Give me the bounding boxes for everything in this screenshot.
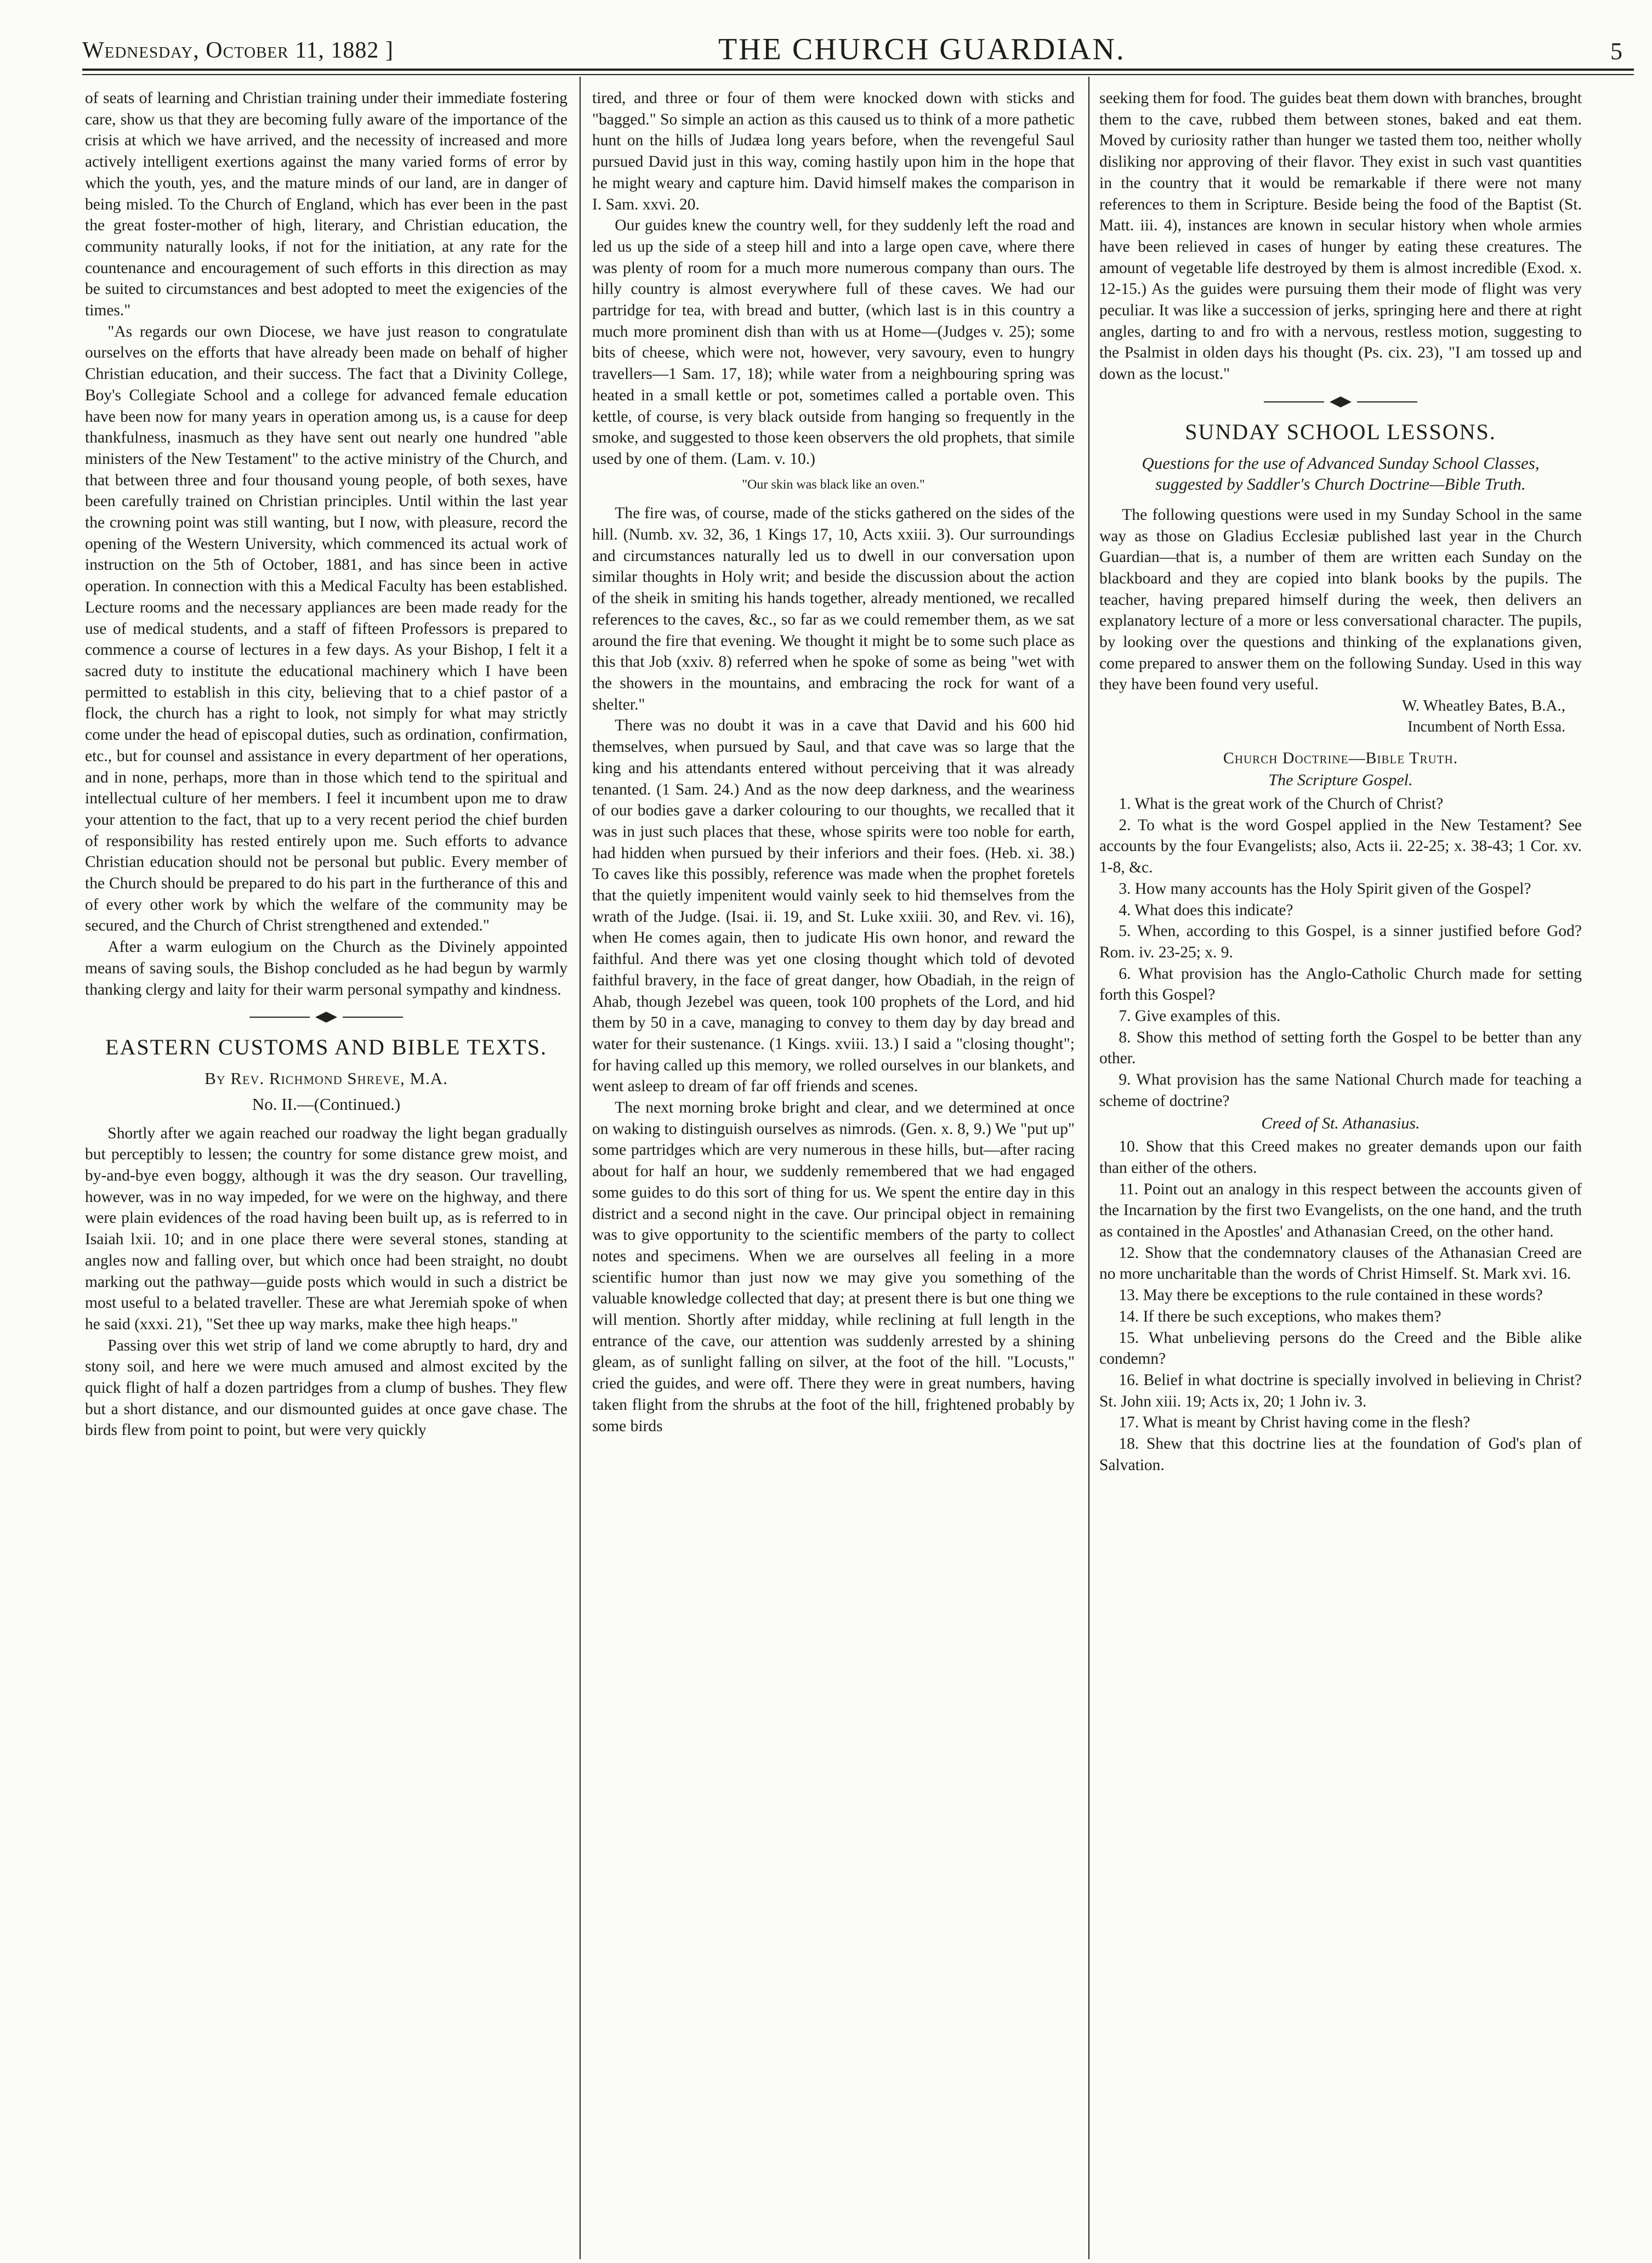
author-signature: W. Wheatley Bates, B.A., xyxy=(1401,697,1565,715)
question-item: 18. Shew that this doctrine lies at the foundation of God's plan of Salvation. xyxy=(1099,1435,1582,1474)
question-item: 11. Point out an analogy in this respect between the accounts given of the Incarnation by the first two Evangelists, on the one hand, and the truth as contained in the Apostles' and Athanasian Creed, on the other hand. xyxy=(1099,1180,1582,1241)
page-header xyxy=(82,22,1639,82)
question-item: 3. How many accounts has the Holy Spirit given of the Gospel? xyxy=(1119,880,1531,898)
column-2 xyxy=(592,88,1075,2254)
question-item: 17. What is meant by Christ having come in the flesh? xyxy=(1119,1414,1471,1432)
paragraph: "As regards our own Diocese, we have just reason to congratulate ourselves on the efforts that have already been made on behalf of higher Christian education, and their success. The fact that a Divinity College, Boy's Collegiate School and a college for advanced female education have been now for many years in operation among us, is a cause for deep thankfulness, inasmuch as they have sent out nearly one hundred "able ministers of the New Testament" to the active ministry of the Church, and that between three and four thousand young people, of both sexes, have been carefully trained on Christian principles. Until within the last year the crowning point was still wanting, but I now, with pleasure, record the opening of the Western University, which commenced its actual work of instruction on the 5th of October, 1881, and has since been in active operation. In connection with this a Medical Faculty has been established. Lecture rooms and the necessary appliances are been made ready for the use of medical students, and a staff of fifteen Professors is prepared to commence a course of lectures in a few days. As your Bishop, I felt it a sacred duty to institute the educational machinery which I have been permitted to establish in this city, believing that to a chief pastor of a flock, the church has a right to look, not simply for what may strictly come under the head of episcopal duties, such as ordination, confirmation, etc., but for counsel and assistance in every department of her operations, and in none, perhaps, more than in those which tend to the spiritual and intellectual culture of her members. I feel it incumbent upon me to draw your attention to the fact, that up to a very recent period the chief burden of responsibility has rested entirely upon me. Such efforts to advance Christian education should not be personal but public. Every member of the Church should be prepared to do his part in the furtherance of this and of every other work by which the welfare of the community may be secured, and the Church of Christ strengthened and extended." xyxy=(85,322,567,935)
paragraph: The next morning broke bright and clear, and we determined at once on waking to distinguish ourselves as nimrods. (Gen. x. 8, 9.) We "put up" some partridges which are very numerous in these hills, but—after racing about for half an hour, we suddenly remembered that we had engaged some guides to do this sort of thing for us. We spent the entire day in this district and a second night in the cave. Our principal object in remaining was to give opportunity to the scientific members of the party to collect notes and specimens. When we are ourselves all feeling in a more scientific humor than just now we may give you something of the valuable knowledge collected that day; at present there is but one thing we will mention. Shortly after midday, while reclining at full length in the entrance of the cave, our attention was suddenly arrested by a shining gleam, as of sunlight falling on silver, at the foot of the hill. "Locusts," cried the guides, and were off. There they were in great numbers, having taken flight from the shrubs at the foot of the hill, frightened probably by some birds xyxy=(592,1099,1075,1435)
paragraph: The following questions were used in my Sunday School in the same way as those on Gladius Ecclesiæ published last year in the Church Guardian—that is, a number of them are written each Sunday on the blackboard and they are copied into blank books by the pupils. The teacher, having prepared himself during the week, then delivers an explanatory lecture of a more or less conversational character. The pupils, by looking over the questions and thinking of the explanations given, come prepared to answer them on the following Sunday. Used in this way they have been found very useful. xyxy=(1099,506,1582,694)
quotation: "Our skin was black like an oven." xyxy=(742,477,925,492)
issue-date: Wednesday, October 11, 1882 ] xyxy=(82,38,394,63)
question-item: 6. What provision has the Anglo-Catholic Church made for setting forth this Gospel? xyxy=(1099,965,1582,1004)
question-item: 14. If there be such exceptions, who makes them? xyxy=(1119,1307,1441,1325)
paragraph: There was no doubt it was in a cave that David and his 600 hid themselves, when pursued by Saul, and that cave was so large that the king and his attendants entered without perceiving that it was already tenanted. (1 Sam. 24.) And as the now deep darkness, and the weariness of our bodies gave a darker colouring to our thoughts, we recalled that it was in just such places that these, whose spirits were too noble for earth, had hidden when pursued by their inferiors and their foes. (Heb. xi. 38.) To caves like this possibly, reference was made when the prophet foretels that the quietly impenitent would vainly seek to hid themselves from the wrath of the Judge. (Isai. ii. 19, and St. Luke xxiii. 30, and Rev. vi. 16), when He comes again, then to judicate His own honor, and reward the faithful. And there was yet one closing thought which told of devoted faithful bravery, in the face of great danger, how Obadiah, in the reign of Ahab, though Jezebel was queen, took 100 prophets of the Lord, and hid them by 50 in a cave, managing to convey to them day by day bread and water for their sustenance. (1 Kings. xviii. 13.) I said a "closing thought"; for having called up this memory, we rolled ourselves in our blankets, and went asleep to dream of far off friends and scenes. xyxy=(592,717,1075,1096)
paragraph: tired, and three or four of them were knocked down with sticks and "bagged." So simple an action as this caused us to think of a more pathetic hunt on the hills of Judæa long years before, when the revengeful Saul pursued David just in this way, coming hastily upon him in the hope that he might weary and capture him. David himself makes the comparison in I. Sam. xxvi. 20. xyxy=(592,89,1075,213)
column-divider-1 xyxy=(580,77,581,2259)
article-heading: SUNDAY SCHOOL LESSONS. xyxy=(1185,419,1496,444)
paragraph: Shortly after we again reached our roadway the light began gradually but perceptibly to lessen; the country for some distance grew moist, and by-and-bye even boggy, although it was the dry season. Our travelling, however, was in no way impeded, for we were on the highway, and there were plain evidences of the road having been built up, as is referred to in Isaiah lxii. 10; and in one place there were several stones, standing at angles now and falling over, but which once had been straight, no doubt marking out the pathway—guide posts which would in such a district be most useful to a belated traveller. These are what Jeremiah spoke of when he said (xxxi. 21), "Set thee up way marks, make thee high heaps." xyxy=(85,1124,567,1333)
column-divider-2 xyxy=(1088,77,1089,2259)
article-part: No. II.—(Continued.) xyxy=(252,1094,401,1114)
paragraph: Passing over this wet strip of land we come abruptly to hard, dry and stony soil, and here we were much amused and almost excited by the quick flight of half a dozen partridges from a clump of bushes. They flew but a short distance, and our dismounted guides at once gave chase. The birds flew from point to point, but were very quickly xyxy=(85,1336,567,1439)
masthead-title: THE CHURCH GUARDIAN. xyxy=(718,32,1126,66)
paragraph: Our guides knew the country well, for they suddenly left the road and led us up the side of a steep hill and into a large open cave, where there was plenty of room for a much more numerous company than ours. The hilly country is almost everywhere full of these caves. We had our partridge for tea, with bread and butter, (which last is in this country a much more prominent dish than with us at Home—(Judges v. 25); some bits of cheese, which were not, however, very savoury, even to hungry travellers—1 Sam. 17, 18); while water from a neighbouring spring was heated in a small kettle or pot, sometimes called a portable oven. This kettle, of course, is very black outside from hanging so frequently in the smoke, and suggested to those keen observers the old prophets, that simile used by one of them. (Lam. v. 10.) xyxy=(592,217,1075,468)
author-title: Incumbent of North Essa. xyxy=(1407,718,1565,735)
paragraph: seeking them for food. The guides beat them down with branches, brought them to the cave, rubbed them between stones, baked and eat them. Moved by curiosity rather than hunger we tasted them too, neither wholly disliking nor approving of their flavor. They exist in such vast quantities in the country that it would be remarkable if there were not many references to them in Scripture. Beside being the food of the Baptist (St. Matt. iii. 4), instances are known in secular history when whole armies have been relieved in cases of hunger by eating these creatures. The amount of vegetable life destroyed by them is almost incredible (Exod. x. 12-15.) As the guides were pursuing them their mode of flight was very peculiar. It was like a succession of jerks, springing here and there at right angles, darting to and fro with a nervous, restless motion, suggesting to the Psalmist in olden days his thought (Ps. cix. 23), "I am tossed up and down as the locust." xyxy=(1099,89,1582,383)
header-rule-thick xyxy=(82,69,1634,71)
question-item: 9. What provision has the same National Church made for teaching a scheme of doctrine? xyxy=(1099,1071,1582,1110)
question-item: 15. What unbelieving persons do the Creed and the Bible alike condemn? xyxy=(1099,1329,1582,1368)
paragraph: The fire was, of course, made of the sticks gathered on the sides of the hill. (Numb. xv. 32, 36, 1 Kings 17, 10, Acts xxiii. 3). Our surroundings and circumstances naturally led us to dwell in our conversation upon similar thoughts in Holy writ; and beside the discussion about the action of the sheik in smiting his hands together, already mentioned, we recalled references to the caves, &c., so far as we could remember them, as we sat around the fire that evening. We thought it might be to some such place as this that Job (xxiv. 8) referred when he spoke of some as being "wet with the showers in the mountains, and embracing the rock for want of a shelter." xyxy=(592,504,1075,713)
question-item: 5. When, according to this Gospel, is a sinner justified before God? Rom. iv. 23-25; x. 9. xyxy=(1099,922,1582,961)
article-subtitle: Questions for the use of Advanced Sunday School Classes, suggested by Saddler's Church Doctrine—Bible Truth. xyxy=(1142,453,1540,494)
column-1 xyxy=(85,88,567,2254)
ornament-divider xyxy=(244,1010,408,1024)
question-item: 8. Show this method of setting forth the Gospel to be better than any other. xyxy=(1099,1028,1582,1068)
article-heading: EASTERN CUSTOMS AND BIBLE TEXTS. xyxy=(105,1035,547,1060)
paragraph: After a warm eulogium on the Church as the Divinely appointed means of saving souls, the Bishop concluded as he had begun by warmly thanking clergy and laity for their warm personal sympathy and kindness. xyxy=(85,938,567,999)
subsection-heading: The Scripture Gospel. xyxy=(1268,771,1413,790)
column-3 xyxy=(1099,88,1582,2254)
ornament-divider xyxy=(1258,395,1423,409)
subsection-heading: Creed of St. Athanasius. xyxy=(1261,1114,1420,1132)
question-item: 12. Show that the condemnatory clauses of the Athanasian Creed are no more uncharitable than the words of Christ Himself. St. Mark xvi. 16. xyxy=(1099,1244,1582,1283)
paragraph: of seats of learning and Christian training under their immediate fostering care, show us that they are becoming fully aware of the importance of the crisis at which we have arrived, and the necessity of increased and more actively intelligent exertions against the many varied forms of error by which the youth, yes, and the mature minds of our land, are in danger of being misled. To the Church of England, which has ever been in the past the great foster-mother of high, literary, and Christian education, the community naturally looks, if not for the initiation, at any rate for the countenance and encouragement of such efforts in this direction as may be suited to circumstances and best adopted to meet the exigencies of the times." xyxy=(85,89,567,320)
question-item: 16. Belief in what doctrine is specially involved in believing in Christ? St. John xiii. 19; Acts ix, 20; 1 John iv. 3. xyxy=(1099,1371,1582,1410)
header-rule-thin xyxy=(82,74,1634,75)
article-byline: By Rev. Richmond Shreve, M.A. xyxy=(205,1069,448,1088)
question-item: 1. What is the great work of the Church of Christ? xyxy=(1119,795,1444,813)
page-number: 5 xyxy=(1610,38,1623,65)
question-item: 7. Give examples of this. xyxy=(1119,1007,1281,1025)
question-item: 2. To what is the word Gospel applied in the New Testament? See accounts by the four Evangelists; also, Acts ii. 22-25; x. 38-43; 1 Cor. xv. 1-8, &c. xyxy=(1099,816,1582,877)
section-heading: Church Doctrine—Bible Truth. xyxy=(1223,748,1458,767)
question-item: 10. Show that this Creed makes no greater demands upon our faith than either of the others. xyxy=(1099,1138,1582,1177)
question-item: 4. What does this indicate? xyxy=(1119,901,1293,919)
question-item: 13. May there be exceptions to the rule contained in these words? xyxy=(1119,1286,1543,1305)
